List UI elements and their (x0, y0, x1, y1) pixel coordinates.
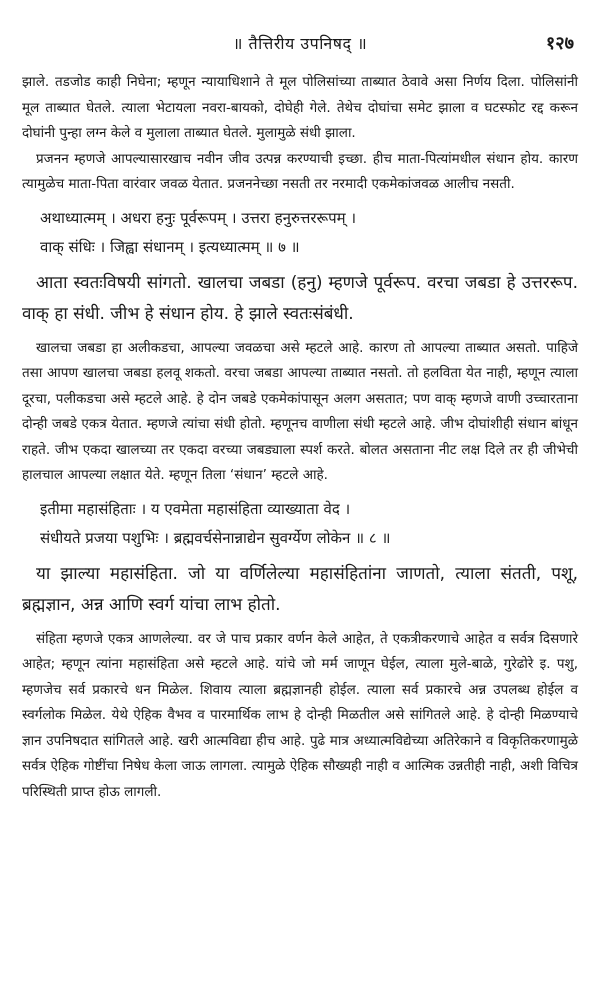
running-title: ॥ तैत्तिरीय उपनिषद् ॥ (232, 34, 368, 53)
paragraph-1: झाले. तडजोड काही निघेना; म्हणून न्यायाधिशाने ते मूल पोलिसांच्या ताब्यात ठेवावे असा निर्णय दिला. पोलिसांनी मूल ताब्यात घेतले. त्याला भेटायला नवरा-बायको, दोघेही गेले. तेथेच दोघांचा समेट झाला व घटस्फोट रद्द करून दोघांनी पुन्हा लग्न केले व मुलाला ताब्यात घेतले. मुलामुळे संधी झाला. (22, 74, 578, 141)
verse-8-line-1: इतीमा महासंहिताः । य एवमेता महासंहिता व्याख्याता वेद । (40, 499, 351, 518)
verse-7-line-1: अथाध्यात्मम् । अधरा हनुः पूर्वरूपम् । उत्तरा हनुरुत्तररूपम् । (40, 208, 357, 227)
paragraph-2: प्रजनन म्हणजे आपल्यासारखाच नवीन जीव उत्पन्न करण्याची इच्छा. हीच माता-पित्यांमधील संधान होय. कारण त्यामुळेच माता-पिता वारंवार जवळ येतात. प्रजननेच्छा नसती तर नरमादी एकमेकांजवळ आलीच नसती. (22, 150, 578, 192)
page-number: १२७ (545, 33, 574, 54)
paragraph-4: खालचा जबडा हा अलीकडचा, आपल्या जवळचा असे म्हटले आहे. कारण तो आपल्या ताब्यात असतो. पाहिजे तसा आपण खालचा जबडा हलवू शकतो. वरचा जबडा आपल्या ताब्यात नसतो. तो हलविता येत नाही, म्हणून त्याला दूरचा, पलीकडचा असे म्हटले आहे. हे दोन जबडे एकमेकांपासून अलग असतात; पण वाक् म्हणजे वाणी उच्चारताना दोन्ही जबडे एकत्र येतात. म्हणजे त्यांचा संधी होतो. म्हणूनच वाणीला संधी म्हटले आहे. जीभ दोघांशीही संधान बांधून राहते. जीभ एकदा खालच्या तर एकदा वरच्या जबड्याला स्पर्श करते. बोलत असताना नीट लक्ष दिले तर ही जीभेची हालचाल आपल्या लक्षात येते. म्हणून तिला ‘संधान’ म्हटले आहे. (22, 339, 578, 483)
paragraph-3: आता स्वतःविषयी सांगतो. खालचा जबडा (हनु) म्हणजे पूर्वरूप. वरचा जबडा हे उत्तररूप. वाक् हा संधी. जीभ हे संधान होय. हे झाले स्वतःसंबंधी. (22, 272, 578, 324)
page-header (0, 31, 600, 57)
verse-8-line-2: संधीयते प्रजया पशुभिः । ब्रह्मवर्चसेनान्नाद्येन सुवर्ग्येण लोकेन ॥ ८ ॥ (40, 528, 391, 547)
paragraph-5: या झाल्या महासंहिता. जो या वर्णिलेल्या महासंहितांना जाणतो, त्याला संतती, पशू, ब्रह्मज्ञान, अन्न आणि स्वर्ग यांचा लाभ होतो. (22, 563, 578, 615)
paragraph-6: संहिता म्हणजे एकत्र आणलेल्या. वर जे पाच प्रकार वर्णन केले आहेत, ते एकत्रीकरणाचे आहेत व सर्वत्र दिसणारे आहेत; म्हणून त्यांना महासंहिता असे म्हटले आहे. यांचे जो मर्म जाणून घेईल, त्याला मुले-बाळे, गुरेढोरे इ. पशु, म्हणजेच सर्व प्रकारचे धन मिळेल. शिवाय त्याला ब्रह्मज्ञानही होईल. त्याला सर्व प्रकारचे अन्न उपलब्ध होईल व स्वर्गलोक मिळेल. येथे ऐहिक वैभव व पारमार्थिक लाभ हे दोन्ही मिळतील असे सांगितले आहे. हे दोन्ही मिळण्याचे ज्ञान उपनिषदात सांगितले आहे. खरी आत्मविद्या हीच आहे. पुढे मात्र अध्यात्मविद्येच्या अतिरेकाने व विकृतिकरणामुळे सर्वत्र ऐहिक गोष्टींचा निषेध केला जाऊ लागला. त्यामुळे ऐहिक सौख्यही नाही व आत्मिक उन्नतीही नाही, अशी विचित्र परिस्थिती प्राप्त होऊ लागली. (22, 630, 578, 800)
verse-7-line-2: वाक् संधिः । जिह्वा संधानम् । इत्यध्यात्मम् ॥ ७ ॥ (40, 237, 300, 256)
page-body (22, 70, 578, 805)
